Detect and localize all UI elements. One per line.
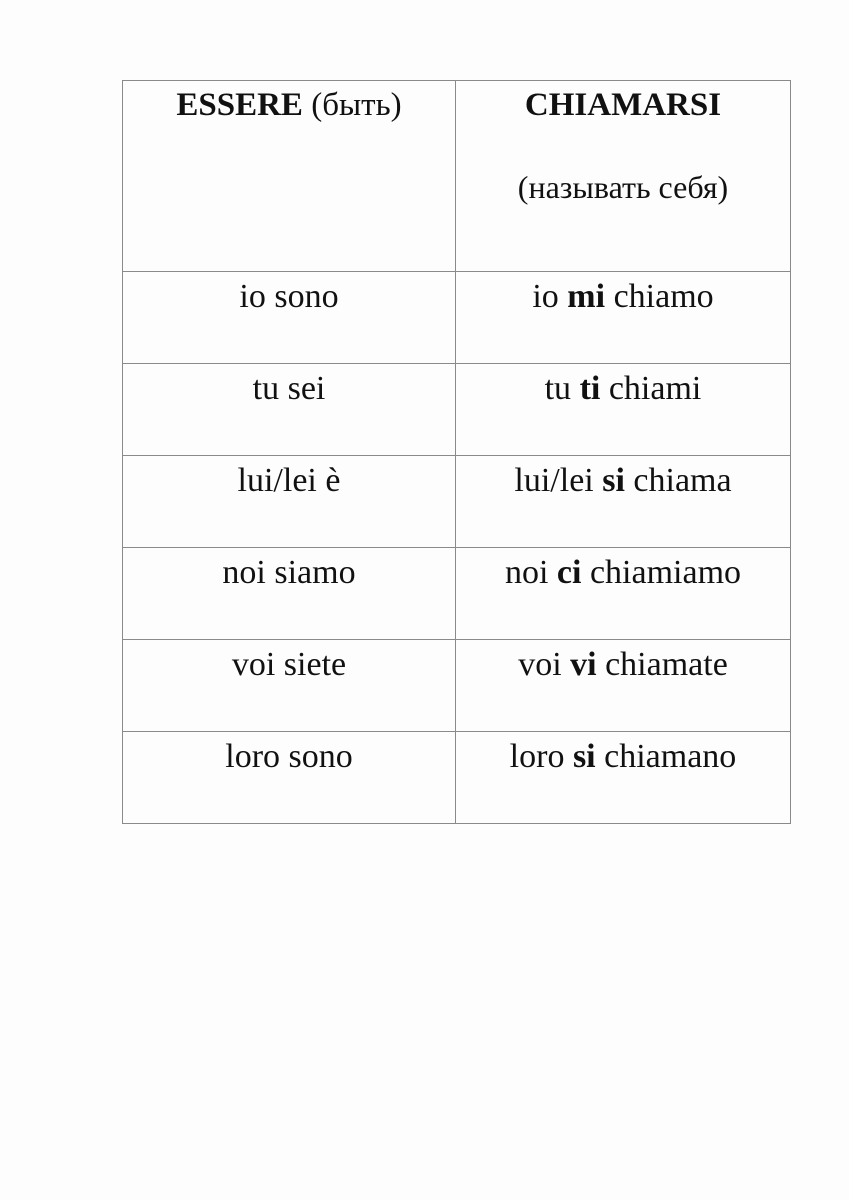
verb-form: chiami bbox=[608, 370, 702, 407]
reflexive-pronoun: mi bbox=[567, 278, 606, 315]
reflexive-pronoun: ci bbox=[556, 554, 582, 591]
essere-form: voi siete bbox=[123, 640, 456, 732]
subject-pronoun: noi bbox=[504, 554, 549, 591]
chiamarsi-header-cell bbox=[456, 81, 791, 272]
verb-form: chiamate bbox=[605, 646, 728, 683]
verb-form: chiamiamo bbox=[589, 554, 742, 591]
reflexive-pronoun: vi bbox=[570, 646, 597, 683]
verb-form: chiamano bbox=[604, 738, 737, 775]
essere-form: tu sei bbox=[123, 364, 456, 456]
table-row bbox=[123, 640, 791, 732]
subject-pronoun: tu bbox=[544, 370, 572, 407]
chiamarsi-translation: (называть себя) bbox=[517, 169, 729, 205]
subject-pronoun: io bbox=[532, 278, 559, 315]
subject-pronoun: lui/lei bbox=[514, 462, 594, 499]
reflexive-pronoun: ti bbox=[579, 370, 601, 407]
chiamarsi-form bbox=[456, 364, 791, 456]
essere-header-cell bbox=[123, 81, 456, 272]
chiamarsi-form bbox=[456, 548, 791, 640]
table-row bbox=[123, 548, 791, 640]
essere-translation: (быть) bbox=[311, 87, 402, 123]
reflexive-pronoun: si bbox=[602, 462, 625, 499]
verb-form: chiama bbox=[633, 462, 732, 499]
table-row bbox=[123, 732, 791, 824]
reflexive-pronoun: si bbox=[572, 738, 596, 775]
essere-verb: ESSERE bbox=[176, 87, 303, 123]
header-row bbox=[123, 81, 791, 272]
essere-form: loro sono bbox=[123, 732, 456, 824]
chiamarsi-verb: CHIAMARSI bbox=[524, 87, 722, 123]
verb-form: chiamo bbox=[613, 278, 714, 315]
table-row bbox=[123, 456, 791, 548]
essere-form: io sono bbox=[123, 272, 456, 364]
chiamarsi-form bbox=[456, 732, 791, 824]
essere-form: lui/lei è bbox=[123, 456, 456, 548]
conjugation-table bbox=[122, 80, 791, 824]
chiamarsi-form bbox=[456, 456, 791, 548]
table-row bbox=[123, 364, 791, 456]
table-row bbox=[123, 272, 791, 364]
subject-pronoun: loro bbox=[509, 738, 565, 775]
chiamarsi-form bbox=[456, 272, 791, 364]
essere-form: noi siamo bbox=[123, 548, 456, 640]
chiamarsi-form bbox=[456, 640, 791, 732]
subject-pronoun: voi bbox=[518, 646, 562, 683]
